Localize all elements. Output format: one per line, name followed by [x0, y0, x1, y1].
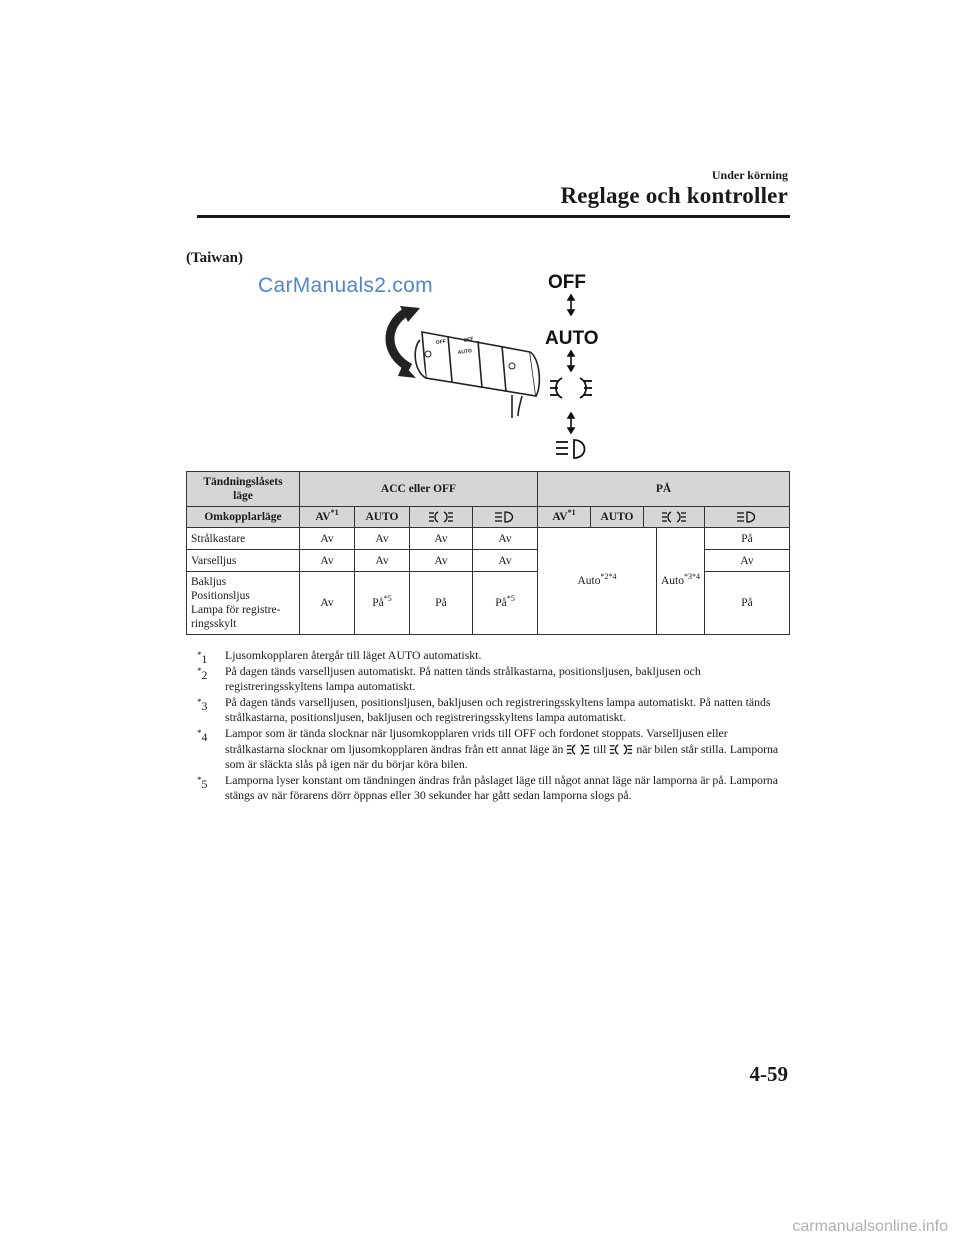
switch-stalk	[415, 332, 539, 418]
footnote: *4 Lampor som är tända slocknar när ljusomkopplaren vrids till OFF och fordonet stoppats. Varselljusen eller strålkastarna slocknar om ljusomkopplaren ändras från ett annat läge än till när bilen står stilla. Lamporna som är släckta slås på igen när du börjar köra bilen.	[197, 725, 779, 772]
cell: $På^{*5}$	[355, 572, 410, 635]
chapter-title: Reglage och kontroller	[560, 183, 788, 208]
table-row-headlights	[187, 528, 790, 550]
row-label-headlights: Strålkastare	[187, 528, 300, 550]
footnote: *1 Ljusomkopplaren återgår till läget AUTO automatiskt.	[197, 648, 482, 666]
on-header: PÅ	[538, 472, 790, 507]
cell: $På^{*5}$	[473, 572, 538, 635]
stalk-label-auto: AUTO	[457, 348, 473, 356]
col-auto-1: AUTO	[355, 507, 410, 528]
mode-arrow-2	[568, 351, 574, 371]
parking-lights-icon	[428, 510, 454, 524]
cell: Av	[300, 528, 355, 550]
cell: På	[410, 572, 473, 635]
col-av-1: AV$^{*1}$	[300, 507, 355, 528]
col-auto-2: AUTO	[591, 507, 644, 528]
col-headlight-icon-2	[705, 507, 790, 528]
acc-off-header: ACC eller OFF	[300, 472, 538, 507]
col-parking-icon-1	[410, 507, 473, 528]
mode-parking-lights-icon	[550, 378, 592, 398]
table-row-switch	[187, 507, 790, 528]
section-label: Under körning	[711, 168, 788, 182]
cell: Av	[410, 550, 473, 572]
cell: Av	[300, 550, 355, 572]
light-switch-illustration	[340, 268, 620, 464]
col-parking-icon-2	[644, 507, 705, 528]
ignition-header: Tändningslåsets läge	[187, 472, 300, 507]
cell: Av	[410, 528, 473, 550]
headlight-icon	[736, 510, 758, 524]
cell: Av	[300, 572, 355, 635]
cell: På	[705, 572, 790, 635]
parking-lights-icon	[609, 743, 633, 756]
footnote: *5 Lamporna lyser konstant om tändningen ändras från påslaget läge till något annat läge när lamporna är på. Lamporna stängs av när förarens dörr öppnas eller 30 sekunder har gått sedan lamporna slogs på.	[197, 772, 778, 803]
mode-auto: AUTO	[545, 328, 599, 349]
footnote: *2 På dagen tänds varselljusen automatiskt. På natten tänds strålkastarna, positionsljusen, bakljusen och registreringsskyltens lampa automatiskt.	[197, 663, 701, 694]
page-number: 4-59	[749, 1062, 788, 1086]
footnote: *3 På dagen tänds varselljusen, positionsljusen, bakljusen och registreringsskyltens lampa automatiskt. På natten tänds strålkastarna, positionsljusen, bakljusen och registreringsskyltens lampa automatiskt.	[197, 694, 771, 725]
watermark-bottom: carmanualsonline.info	[792, 1218, 948, 1235]
headlight-icon	[494, 510, 516, 524]
watermark-top: CarManuals2.com	[258, 274, 433, 297]
mode-arrow-3	[568, 413, 574, 433]
mode-arrow-1	[568, 295, 574, 315]
parking-lights-icon	[661, 510, 687, 524]
stalk-label-off-2: OFF	[463, 336, 475, 344]
cell: Av	[473, 528, 538, 550]
row-label-drl: Varselljus	[187, 550, 300, 572]
mode-headlight-icon	[556, 440, 585, 458]
cell: Av	[355, 550, 410, 572]
region-label: (Taiwan)	[186, 250, 243, 266]
cell: Av	[705, 550, 790, 572]
cell: Av	[473, 550, 538, 572]
light-status-table	[186, 471, 790, 635]
mode-off: OFF	[548, 272, 586, 293]
col-av-2: AV$^{*1}$	[538, 507, 591, 528]
parking-lights-icon	[566, 743, 590, 756]
header-rule	[197, 215, 790, 218]
switch-header: Omkopplarläge	[187, 507, 300, 528]
cell-on-auto-1: Auto$^{*2*4}$ Auto$^{*3*4}$	[538, 528, 705, 635]
row-label-tail: Bakljus Positionsljus Lampa för registre- ringsskylt	[187, 572, 300, 635]
table-row-ignition	[187, 472, 790, 507]
col-headlight-icon-1	[473, 507, 538, 528]
stalk-label-off-1: OFF	[435, 338, 447, 346]
cell: På	[705, 528, 790, 550]
rotation-arrow	[390, 312, 410, 368]
cell: Av	[355, 528, 410, 550]
footnotes	[197, 648, 790, 804]
